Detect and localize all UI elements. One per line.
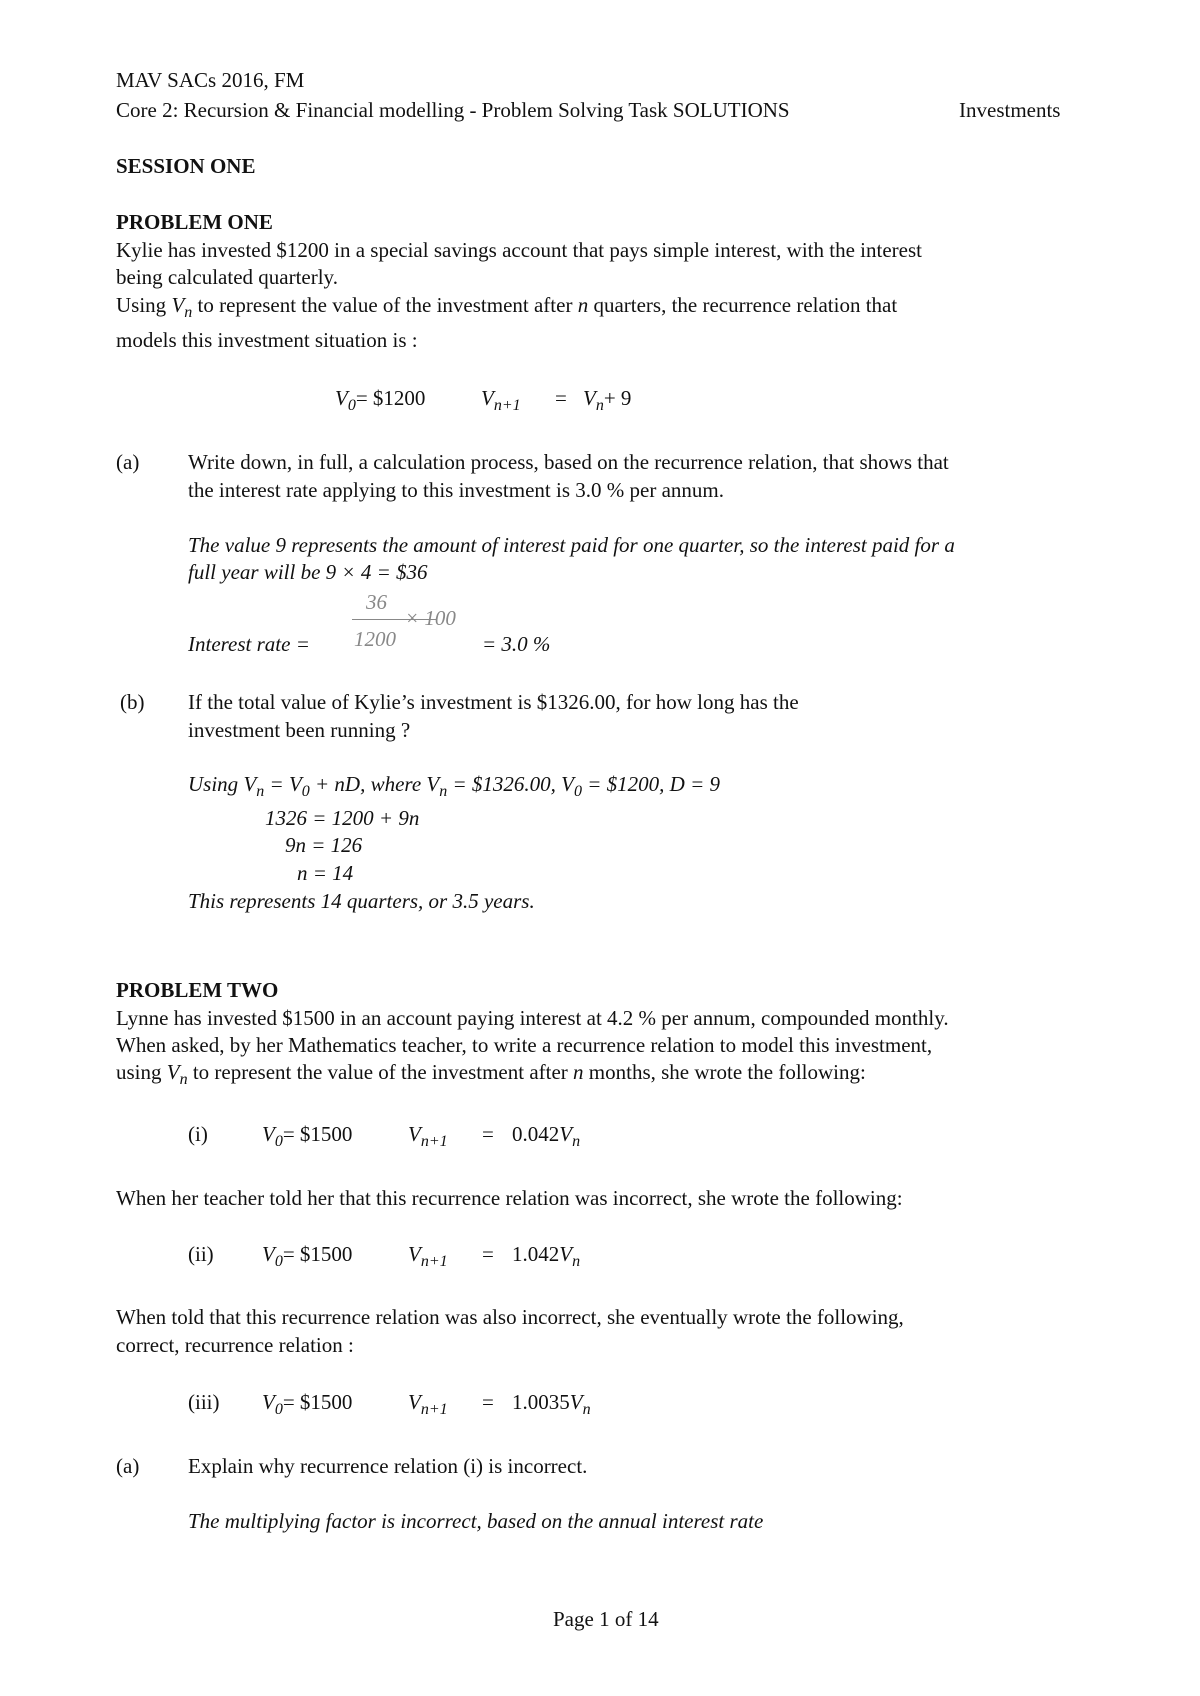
- question-text: investment been running ?: [188, 718, 411, 742]
- recurrence-equation: $V_0=$ $1200: [335, 386, 426, 414]
- equation-equals: =: [482, 1390, 494, 1414]
- solution-text: full year will be 9 × 4 = $36: [188, 560, 428, 584]
- equation: $V_{n+1}$: [408, 1242, 448, 1270]
- problem-one-text: models this investment situation is :: [116, 328, 418, 352]
- problem-two-text: Lynne has invested $1500 in an account paying interest at 4.2 % per annum, compounded monthly.: [116, 1006, 949, 1030]
- header-line-1: MAV SACs 2016, FM: [116, 68, 305, 92]
- question-text: the interest rate applying to this investment is 3.0 % per annum.: [188, 478, 724, 502]
- question-text: Explain why recurrence relation (i) is incorrect.: [188, 1454, 588, 1478]
- equation-label: (ii): [188, 1242, 214, 1266]
- page-number: Page 1 of 14: [553, 1607, 659, 1631]
- recurrence-equation: $V_{n+1}$: [481, 386, 521, 414]
- equation-label: (iii): [188, 1390, 220, 1414]
- equation: $1.0035V_n$: [512, 1390, 591, 1418]
- solution-text: The multiplying factor is incorrect, based on the annual interest rate: [188, 1509, 764, 1533]
- equation: $1.042V_n$: [512, 1242, 581, 1270]
- recurrence-equation: $V_n+ 9$: [583, 386, 632, 414]
- part-label: (b): [120, 690, 145, 714]
- equation-label: (i): [188, 1122, 208, 1146]
- part-label: (a): [116, 450, 140, 474]
- solution-text: This represents 14 quarters, or 3.5 years.: [188, 889, 535, 913]
- equation: $V_0=$ $1500: [262, 1242, 353, 1270]
- solution-step: 9n = 126: [285, 833, 363, 857]
- problem-one-text: being calculated quarterly.: [116, 265, 338, 289]
- part-label: (a): [116, 1454, 140, 1478]
- solution-step: n = 14: [297, 861, 354, 885]
- fraction-multiplier: × 100: [405, 606, 456, 630]
- recurrence-equals: =: [555, 386, 567, 410]
- solution-text: The value 9 represents the amount of interest paid for one quarter, so the interest paid for a: [188, 533, 955, 557]
- equation: $V_0=$ $1500: [262, 1390, 353, 1418]
- solution-step: 1326 = 1200 + 9n: [265, 806, 420, 830]
- problem-one-text: Kylie has invested $1200 in a special savings account that pays simple interest, with the interest: [116, 238, 922, 262]
- header-line-2: Core 2: Recursion & Financial modelling - Problem Solving Task SOLUTIONS: [116, 98, 790, 122]
- equation: $V_{n+1}$: [408, 1390, 448, 1418]
- problem-one-text: Using $V_n$ to represent the value of the investment after n quarters, the recurrence relation that: [116, 293, 898, 321]
- fraction-numerator: 36: [366, 590, 387, 614]
- problem-two-title: PROBLEM TWO: [116, 978, 279, 1002]
- interest-rate-result: = 3.0 %: [482, 632, 551, 656]
- problem-two-text: using $V_n$ to represent the value of the investment after n months, she wrote the following:: [116, 1060, 866, 1088]
- problem-two-text: When her teacher told her that this recurrence relation was incorrect, she wrote the following:: [116, 1186, 903, 1210]
- problem-one-title: PROBLEM ONE: [116, 210, 273, 234]
- question-text: Write down, in full, a calculation process, based on the recurrence relation, that shows that: [188, 450, 949, 474]
- equation-equals: =: [482, 1122, 494, 1146]
- equation: $V_{n+1}$: [408, 1122, 448, 1150]
- problem-two-text: correct, recurrence relation :: [116, 1333, 354, 1357]
- equation-equals: =: [482, 1242, 494, 1266]
- session-title: SESSION ONE: [116, 154, 256, 178]
- problem-two-text: When asked, by her Mathematics teacher, to write a recurrence relation to model this investment,: [116, 1033, 933, 1057]
- solution-text: Using $V_n = V_0$ + nD, where $V_n$ = $1326.00, $V_0$ = $1200, D = 9: [188, 772, 720, 800]
- question-text: If the total value of Kylie’s investment is $1326.00, for how long has the: [188, 690, 799, 714]
- fraction-denominator: 1200: [354, 627, 396, 651]
- equation: $0.042V_n$: [512, 1122, 581, 1150]
- equation: $V_0=$ $1500: [262, 1122, 353, 1150]
- header-topic: Investments: [959, 98, 1061, 122]
- problem-two-text: When told that this recurrence relation was also incorrect, she eventually wrote the following,: [116, 1305, 904, 1329]
- interest-rate-label: Interest rate =: [188, 632, 310, 656]
